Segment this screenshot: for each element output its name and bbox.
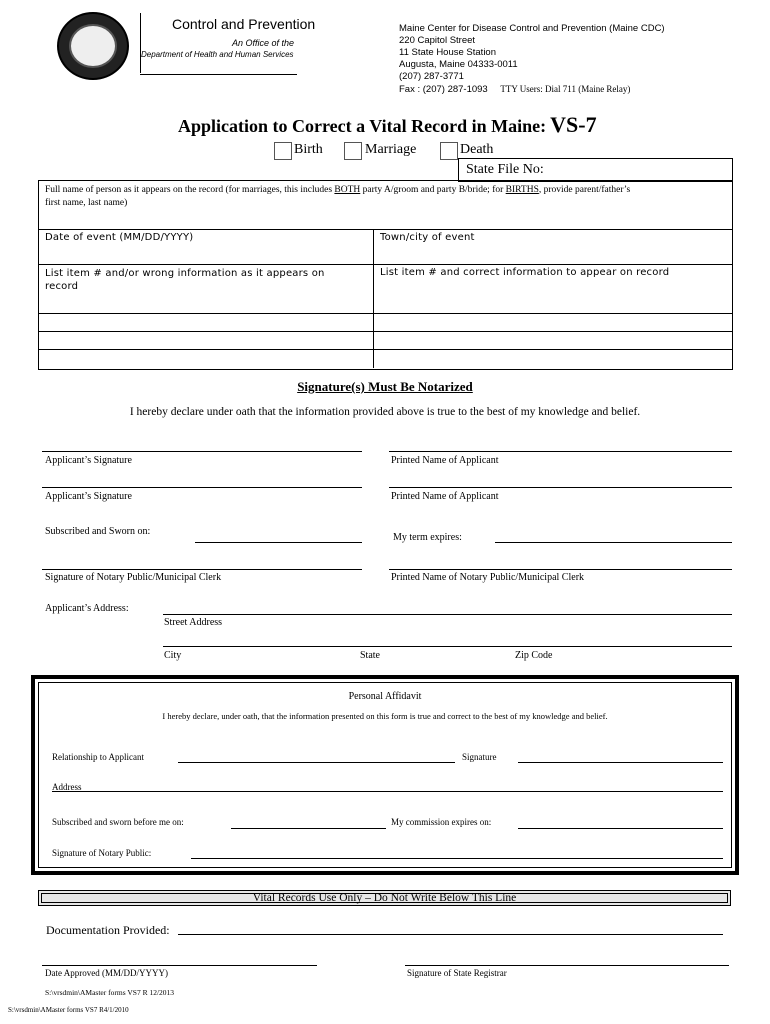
logo-subtitle-1: An Office of the [232,38,295,48]
date-approved-label: Date Approved (MM/DD/YYYY) [45,968,168,978]
logo-subtitle-2: Department of Health and Human Services [141,50,294,59]
commission-label: My commission expires on: [391,817,492,827]
fullname-both: BOTH [334,185,361,195]
applicant-signature-line-2[interactable] [42,487,362,488]
printed-name-line-2[interactable] [389,487,732,488]
fullname-label-4: first name, last name) [45,198,128,208]
address-line: (207) 287-3771 [399,71,464,82]
relationship-line[interactable] [178,762,455,763]
marriage-label: Marriage [365,142,417,157]
address-line: Augusta, Maine 04333-0011 [399,59,518,70]
affidavit-declaration: I hereby declare, under oath, that the information presented on this form is true and correct to the best of my knowledge and belief. [162,711,608,721]
birth-checkbox[interactable] [274,142,292,160]
correct-info-field[interactable]: List item # and correct information to appear on record [380,267,670,278]
affidavit-signature-label: Signature [462,752,497,762]
fullname-field[interactable] [45,184,725,210]
printed-name-label: Printed Name of Applicant [391,491,499,502]
birth-label: Birth [294,142,323,157]
subscribed-date-line[interactable] [195,542,362,543]
notary-signature-label: Signature of Notary Public/Municipal Clerk [45,572,222,583]
commission-line[interactable] [518,828,723,829]
applicant-address-label: Applicant’s Address: [45,603,129,614]
notary-printed-label: Printed Name of Notary Public/Municipal Clerk [391,572,585,583]
date-approved-line[interactable] [42,965,317,966]
file-path-2: S:\vrsdmin\AMaster forms VS7 R4/1/2010 [8,1006,129,1014]
agency-address [399,23,665,96]
affidavit-notary-line[interactable] [191,858,723,859]
death-checkbox[interactable] [440,142,458,160]
fullname-label-1: Full name of person as it appears on the record (for marriages, this includes [45,185,333,195]
registrar-signature-label: Signature of State Registrar [407,968,507,978]
affidavit-title: Personal Affidavit [348,691,422,702]
tty-info: TTY Users: Dial 711 (Maine Relay) [500,84,631,94]
office-use-text: Vital Records Use Only – Do Not Write Below This Line [252,892,517,904]
zip-label: Zip Code [515,650,553,661]
affidavit-notary-label: Signature of Notary Public: [52,848,152,858]
state-label: State [360,650,380,661]
registrar-signature-line[interactable] [405,965,729,966]
affidavit-signature-line[interactable] [518,762,723,763]
term-expires-line[interactable] [495,542,732,543]
file-path-1: S:\vrsdmin\AMaster forms VS7 R 12/2013 [45,988,175,997]
address-line: 11 State House Station [399,47,496,58]
state-file-label: State File No: [466,162,544,177]
wrong-info-field[interactable]: List item # and/or wrong information as it appears on record [45,268,325,292]
term-expires-label: My term expires: [393,532,462,543]
city-state-zip-line[interactable] [163,646,732,647]
fullname-births: BIRTHS [505,185,539,195]
printed-name-line-1[interactable] [389,451,732,452]
form-code: VS-7 [550,112,597,137]
street-address-line[interactable] [163,614,732,615]
fax-number: Fax : (207) 287-1093 [399,84,488,95]
form-title-text: Application to Correct a Vital Record in Maine: [178,116,547,136]
subscribed-label: Subscribed and Sworn on: [45,526,151,537]
street-address-label: Street Address [164,617,223,628]
logo-title: Control and Prevention [172,16,316,32]
relationship-label: Relationship to Applicant [52,752,144,762]
applicant-signature-line-1[interactable] [42,451,362,452]
affidavit-address-line[interactable] [52,791,723,792]
applicant-signature-label: Applicant’s Signature [45,455,132,466]
affidavit-subscribed-label: Subscribed and sworn before me on: [52,817,184,827]
form-title [178,112,597,138]
affidavit-address-label: Address [52,782,82,792]
notary-signature-line[interactable] [42,569,362,570]
affidavit-subscribed-line[interactable] [231,828,386,829]
death-label: Death [460,142,494,157]
marriage-checkbox[interactable] [344,142,362,160]
oath-declaration: I hereby declare under oath that the information provided above is true to the best of my knowledge and belief. [129,406,641,418]
documentation-line[interactable] [178,934,723,935]
date-of-event-field[interactable]: Date of event (MM/DD/YYYY) [45,232,194,243]
city-label: City [164,650,182,661]
documentation-label: Documentation Provided: [46,923,170,937]
affidavit-box [31,675,739,875]
notary-printed-line[interactable] [389,569,732,570]
applicant-signature-label: Applicant’s Signature [45,491,132,502]
fullname-label-2: party A/groom and party B/bride; for [362,185,504,195]
fullname-label-3: , provide parent/father’s [538,185,631,195]
office-use-banner [38,890,731,906]
town-of-event-field[interactable]: Town/city of event [380,232,475,243]
notarized-heading: Signature(s) Must Be Notarized [297,379,473,394]
address-line: Maine Center for Disease Control and Prevention (Maine CDC) [399,23,665,34]
address-line: 220 Capitol Street [399,35,476,46]
maine-seal-logo [57,12,129,80]
printed-name-label: Printed Name of Applicant [391,455,499,466]
